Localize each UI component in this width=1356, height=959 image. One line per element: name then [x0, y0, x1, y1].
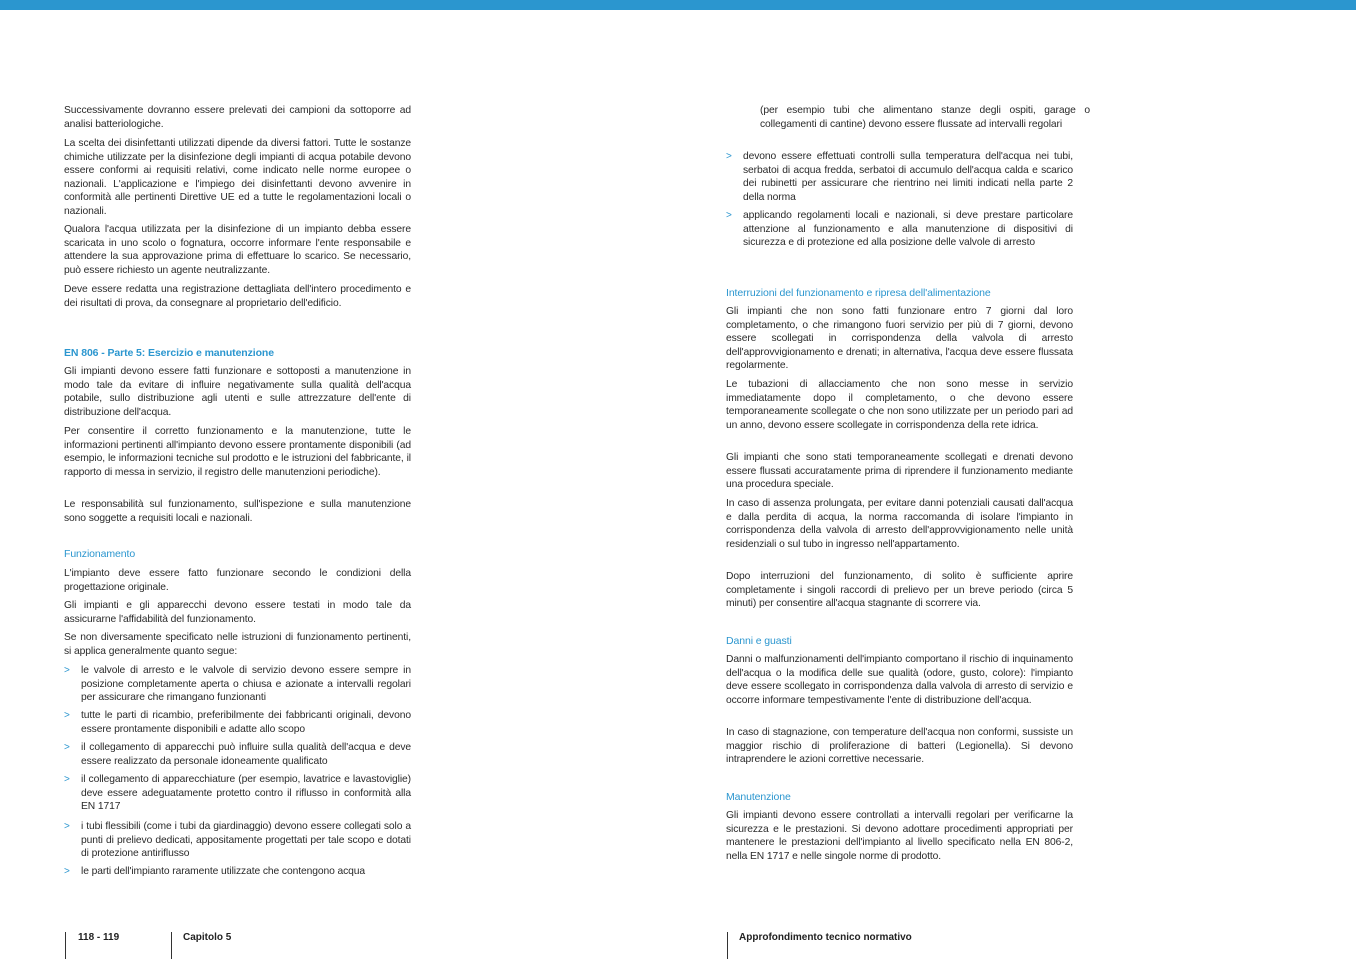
paragraph: L'impianto deve essere fatto funzionare secondo le condizioni della progettazione originale. [64, 568, 411, 593]
paragraph: Successivamente dovranno essere prelevati dei campioni da sottoporre ad analisi batteriologiche. [64, 105, 411, 130]
chevron-right-icon: > [64, 774, 70, 785]
top-accent-bar [0, 0, 1356, 10]
list-item-text: le valvole di arresto e le valvole di servizio devono essere sempre in posizione completamente aperta o chiusa e azionate a intervalli regolari per assicurare che rimangano funzionanti [81, 665, 411, 704]
paragraph: Le tubazioni di allacciamento che non sono messe in servizio immediatamente dopo il completamento, o che devono essere temporaneamente scollegate o che non sono utilizzate per un periodo pari ad un anno, devono essere scollegate in corrispondenza della rete idrica. [726, 379, 1073, 431]
paragraph: Gli impianti che sono stati temporaneamente scollegati e drenati devono essere flussati accuratamente prima di riprendere il funzionamento mediante una procedura speciale. [726, 452, 1073, 491]
list-item-text: i tubi flessibili (come i tubi da giardinaggio) devono essere collegati solo a punti di prelievo dedicati, appositamente progettati per tale scopo e dotati di protezione antiriflusso [81, 821, 411, 860]
list-item-text: il collegamento di apparecchiature (per esempio, lavatrice e lavastoviglie) deve essere adeguatamente protetto contro il riflusso in conformità alla EN 1717 [81, 774, 411, 813]
list-item-text: il collegamento di apparecchi può influire sulla qualità dell'acqua e deve essere realizzato da personale idoneamente qualificato [81, 742, 411, 767]
footer-divider [171, 932, 172, 959]
paragraph: Gli impianti devono essere fatti funzionare e sottoposti a manutenzione in modo tale da evitare di influire negativamente sulla qualità dell'acqua potabile, sullo distribuzione agli utenti e sulle attrezzature dell'ente di distribuzione dell'acqua. [64, 366, 411, 418]
subsection-heading: Funzionamento [64, 548, 136, 560]
paragraph: Gli impianti devono essere controllati a intervalli regolari per verificarne la sicurezza e le prestazioni. Si devono adottare procedimenti appropriati per mantenere le prestazioni dell'impianto al livello specificato nella EN 806-2, nella EN 1717 e nelle singole norme di prodotto. [726, 810, 1073, 862]
chevron-right-icon: > [726, 151, 732, 162]
list-item [726, 150, 1073, 204]
chevron-right-icon: > [64, 665, 70, 676]
chapter-label: Capitolo 5 [183, 932, 232, 943]
paragraph: Qualora l'acqua utilizzata per la disinfezione di un impianto debba essere scaricata in uno scolo o fognatura, occorre informare l'ente responsabile e attendere la sua approvazione prima di effettuare lo scarico. Se necessario, può essere richiesto un agente neutralizzante. [64, 224, 411, 276]
list-item [64, 664, 411, 705]
paragraph: Deve essere redatta una registrazione dettagliata dell'intero procedimento e dei risultati di prova, da consegnare al proprietario dell'edificio. [64, 284, 411, 309]
list-item-text: tutte le parti di ricambio, preferibilmente dei fabbricanti originali, devono essere prontamente disponibili e adatte allo scopo [81, 710, 411, 735]
list-item-text: le parti dell'impianto raramente utilizzate che contengono acqua [81, 866, 366, 877]
list-item-text: devono essere effettuati controlli sulla temperatura dell'acqua nei tubi, serbatoi di acqua fredda, serbatoi di accumulo dell'acqua calda e scarico dei rubinetti per assicurare che rientrino nei limiti indicati nella parte 2 della norma [743, 151, 1073, 203]
paragraph: Se non diversamente specificato nelle istruzioni di funzionamento pertinenti, si applica generalmente quanto segue: [64, 632, 411, 657]
list-item-continuation: (per esempio tubi che alimentano stanze degli ospiti, garage o collegamenti di cantine) devono essere flussate ad intervalli regolari [760, 105, 1090, 130]
list-item [64, 709, 411, 736]
paragraph: La scelta dei disinfettanti utilizzati dipende da diversi fattori. Tutte le sostanze chimiche utilizzate per la disinfezione degli impianti di acqua potabile devono essere conformi ai requisiti relativi, come indicato nelle norme europee o nazionali. L'applicazione e l'impiego dei disinfettanti devono avvenire in conformità alle pertinenti Direttive UE ed a tutte le regolamentazioni locali o nazionali. [64, 138, 411, 217]
paragraph: In caso di stagnazione, con temperature dell'acqua non conformi, sussiste un maggior rischio di proliferazione di batteri (Legionella). Si devono intraprendere le azioni correttive necessarie. [726, 727, 1073, 766]
chevron-right-icon: > [64, 710, 70, 721]
section-label: Approfondimento tecnico normativo [739, 932, 912, 943]
list-item-text: applicando regolamenti locali e nazionali, si deve prestare particolare attenzione al funzionamento e alla manutenzione di dispositivi di sicurezza e di protezione ed alla posizione delle valvole di arresto [743, 210, 1073, 249]
page-numbers: 118 - 119 [78, 932, 120, 943]
paragraph: Danni o malfunzionamenti dell'impianto comportano il rischio di inquinamento dell'acqua o la modifica delle sue qualità (odore, gusto, colore): l'impianto deve essere scollegato in corrispondenza dalla valvola di arresto di servizio e occorre informare tempestivamente l'ente di distribuzione dell'acqua. [726, 654, 1073, 706]
list-item [726, 209, 1073, 250]
list-item [64, 865, 411, 879]
paragraph: In caso di assenza prolungata, per evitare danni potenziali causati dall'acqua e dalla perdita di acqua, la norma raccomanda di isolare l'impianto in corrispondenza della valvola di arresto dell'approvvigionamento nelle unità residenziali o sul tubo in ingresso nell'appartamento. [726, 498, 1073, 550]
section-heading: EN 806 - Parte 5: Esercizio e manutenzione [64, 347, 274, 359]
paragraph: Per consentire il corretto funzionamento e la manutenzione, tutte le informazioni pertinenti all'impianto devono essere prontamente disponibili (ad esempio, le informazioni tecniche sul prodotto e le istruzioni del fabbricante, il rapporto di messa in servizio, il registro delle manutenzioni periodiche). [64, 426, 411, 478]
paragraph: Le responsabilità sul funzionamento, sull'ispezione e sulla manutenzione sono soggette a requisiti locali e nazionali. [64, 499, 411, 524]
paragraph: Gli impianti e gli apparecchi devono essere testati in modo tale da assicurarne l'affidabilità del funzionamento. [64, 600, 411, 625]
chevron-right-icon: > [64, 866, 70, 877]
chevron-right-icon: > [64, 821, 70, 832]
subsection-heading: Interruzioni del funzionamento e ripresa dell'alimentazione [726, 287, 991, 299]
chevron-right-icon: > [726, 210, 732, 221]
subsection-heading: Danni e guasti [726, 635, 792, 647]
chevron-right-icon: > [64, 742, 70, 753]
subsection-heading: Manutenzione [726, 791, 791, 803]
paragraph: Gli impianti che non sono fatti funzionare entro 7 giorni dal loro completamento, o che rimangono fuori servizio per più di 7 giorni, devono essere scollegati in corrispondenza della valvola di arresto dell'approvvigionamento e drenati; in alternativa, l'acqua deve essere flussata regolarmente. [726, 306, 1073, 372]
list-item [64, 741, 411, 768]
footer-divider [65, 932, 66, 959]
footer-divider [727, 932, 728, 959]
list-item [64, 820, 411, 861]
paragraph: Dopo interruzioni del funzionamento, di solito è sufficiente aprire completamente i singoli raccordi di prelievo per un breve periodo (circa 5 minuti) per consentire all'acqua stagnante di scorrere via. [726, 571, 1073, 610]
list-item [64, 773, 411, 814]
